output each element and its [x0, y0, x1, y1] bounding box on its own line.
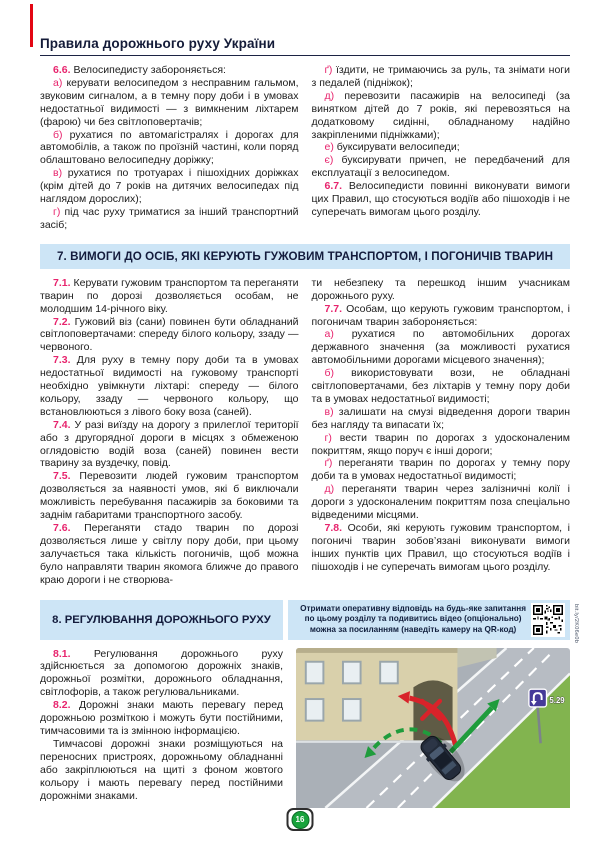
item-marker: в) [53, 167, 63, 180]
item-marker: б) [53, 128, 63, 141]
paragraph [312, 457, 571, 483]
item-text: Керувати гужовим транспортом та переганяти тварин по дорозі дозволяється особам, не молодшим 14-річного віку. [40, 276, 299, 315]
item-marker: 7.6. [53, 522, 71, 534]
column-left [40, 648, 283, 813]
paragraph [40, 129, 299, 168]
item-marker: 7.4. [53, 418, 71, 431]
item-text: Перевозити людей гужовим транспортом дозволяється за наявності умов, які б виключали можливість перебування пасажирів за боковими та заднім габаритами транспортного засобу. [40, 470, 299, 522]
paragraph [312, 180, 571, 219]
paragraph [40, 167, 299, 206]
item-marker: 7.1. [53, 276, 71, 289]
paragraph [312, 277, 571, 303]
item-marker: 7.7. [324, 302, 343, 315]
page-number-badge [287, 808, 314, 831]
paragraph [312, 64, 571, 90]
item-marker: г) [53, 205, 61, 218]
item-marker: 7.3. [53, 354, 71, 367]
column-right [312, 64, 571, 232]
paragraph [312, 141, 571, 154]
qr-code-icon [533, 605, 563, 635]
item-marker: д) [324, 483, 335, 496]
sign-number-label: 5.29 [549, 695, 565, 705]
item-marker: 7.8. [324, 522, 343, 534]
paragraph [312, 522, 571, 574]
item-text: Дорожні знаки мають перевагу перед дорожньою розміткою і можуть бути постійними, тимчасовими та із змінною інформацією. [40, 699, 283, 737]
item-text: рухатися по автомагістралях і дорогах для автомобілів, а також по проїзній частині, коли поряд облаштовано велосипедну доріжку; [40, 128, 299, 167]
item-text: їздити, не тримаючись за руль, та знімати ноги з педалей (підніжок); [311, 64, 570, 89]
item-text: Велосипедисту забороняється: [73, 64, 226, 76]
item-marker: 7.5. [53, 470, 71, 483]
item-text: Тимчасові дорожні знаки розміщуються на переносних пристроях, дорожньому обладнанні або закріплюються на щиті з фоном жовтого кольору і мають перевагу перед постійними дорожніми знаками. [40, 737, 283, 802]
item-text: використовувати вози, не обладнані світлоповертачами, без ліхтарів у темну пору доби та в умовах недостатньої видимості; [311, 367, 570, 405]
section8-header-row [40, 600, 579, 643]
paragraph [40, 64, 299, 77]
item-marker: 8.1. [53, 647, 71, 660]
item-text: Регулювання дорожнього руху здійснюється за допомогою дорожніх знаків, дорожньої розмітки, дорожнього обладнання, світлофорів, а також регулювальниками. [40, 647, 283, 699]
item-marker: а) [324, 328, 334, 341]
item-text: Для руху в темну пору доби та в умовах недостатньої видимості на гужовому транспорті необхідно увімкнути ліхтарі: спереду — білого кольору, ззаду — червоного кольору, що встановлюються з лівого боку воза (саней). [40, 354, 299, 418]
item-text: Переганяти стадо тварин по дорозі дозволяється лише у світлу пору доби, при цьому залучається така кількість погоничів, щоб можна було направляти тварин якомога ближче до правого краю дороги і не створюва- [40, 522, 299, 586]
item-marker: г) [324, 431, 332, 444]
item-text: рухатися по тротуарах і пішохідних доріжках (крім дітей до 7 років на дитячих велосипедах під наглядом дорослих); [40, 167, 299, 206]
item-text: Велосипедисти повинні виконувати вимоги цих Правил, що стосуються водіїв або пішоходів і не суперечать вимогам цього розділу. [311, 180, 570, 218]
item-marker: є) [324, 154, 334, 167]
item-text: перевозити пасажирів на велосипеді (за винятком дітей до 7 років, які перевозяться на додатковому сидінні, обладнаному надійно закріпленими підніжками); [311, 89, 571, 141]
paragraph [40, 206, 299, 232]
item-text: переганяти тварин по дорогах у темну пору доби та в умовах недостатньої видимості; [311, 457, 570, 483]
item-text: Гужовий віз (сани) повинен бути обладнаний світлоповертачами: спереду білого кольору, ззаду — червоного. [40, 315, 299, 354]
paragraph [40, 354, 299, 419]
section8-header: 8. РЕГУЛЮВАННЯ ДОРОЖНЬОГО РУХУ [40, 600, 283, 640]
qr-note-text [300, 604, 526, 636]
item-text: залишати на смузі відведення дороги тварин без нагляду та випасати їх; [311, 405, 571, 431]
column-left [40, 277, 299, 587]
section8-columns [40, 648, 570, 813]
paragraph [40, 522, 299, 587]
paragraph [312, 154, 571, 180]
item-marker: д) [324, 89, 335, 102]
paragraph [312, 483, 571, 522]
item-text: У разі виїзду на дорогу з прилеглої території або з другорядної дороги в місцях з обмеженою оглядовістю водій воза (саней) повинен вести тварину за вуздечку, повід. [40, 418, 299, 470]
paragraph [312, 367, 571, 406]
item-marker: 6.7. [324, 180, 343, 193]
uturn-sign-icon [529, 689, 547, 707]
road-scene-svg [296, 648, 570, 808]
paragraph [312, 432, 571, 458]
column-right [296, 648, 570, 813]
qr-note-line: Отримати оперативну відповідь на будь-яке запитання [300, 603, 526, 613]
page-title: Правила дорожнього руху України [40, 36, 570, 56]
item-text: вести тварин по дорогах з удосконаленим покриттям, якщо поруч є інші дороги; [311, 431, 570, 457]
item-marker: б) [324, 367, 335, 380]
item-marker: е) [324, 141, 334, 154]
qr-note-line: по цьому розділу та подивитись відео (опціонально) [304, 614, 522, 624]
item-text: під час руху триматися за інший транспортний засіб; [40, 205, 299, 231]
item-marker: ґ) [324, 457, 333, 470]
qr-note-line: можна за посиланням (наведіть камеру на QR-код) [309, 624, 517, 634]
section6-columns [40, 64, 570, 232]
paragraph [40, 277, 299, 316]
column-right [312, 277, 571, 587]
item-text: переганяти тварин через залізничні колії і дороги з удосконаленим покриттям поза спеціально відведеними місцями. [311, 483, 570, 522]
section7-columns [40, 277, 570, 587]
item-marker: 8.2. [53, 699, 71, 712]
item-marker: ґ) [324, 64, 333, 76]
paragraph [40, 738, 283, 803]
item-marker: а) [53, 76, 63, 89]
paragraph [312, 406, 571, 432]
qr-code [531, 603, 565, 637]
item-marker: в) [324, 405, 334, 418]
paragraph [312, 303, 571, 329]
paragraph [40, 648, 283, 700]
qr-link-caption: bit.ly/2K06e0b [573, 603, 579, 643]
page-number: 16 [291, 811, 309, 829]
paragraph [40, 316, 299, 355]
section7-header: 7. ВИМОГИ ДО ОСІБ, ЯКІ КЕРУЮТЬ ГУЖОВИМ ТРАНСПОРТОМ, І ПОГОНИЧІВ ТВАРИН [40, 244, 570, 269]
item-text: буксирувати велосипеди; [336, 141, 460, 154]
column-left [40, 64, 299, 232]
paragraph [40, 470, 299, 522]
item-text: буксирувати причеп, не передбачений для експлуатації з велосипедом. [311, 154, 570, 180]
item-text: керувати велосипедом з несправним гальмом, звуковим сигналом, а в темну пору доби і в умовах недостатньої видимості — з вимкненим ліхтарем (фарою) чи без світлоповертачів; [40, 76, 299, 128]
paragraph [40, 419, 299, 471]
item-marker: 7.2. [53, 315, 71, 328]
road-scene-illustration [296, 648, 570, 813]
paragraph [40, 699, 283, 738]
item-text: рухатися по автомобільних дорогах державного значення (за можливості рухатися автомобільними дорогами місцевого значення); [311, 328, 570, 367]
item-marker: 6.6. [53, 64, 71, 76]
paragraph [312, 90, 571, 142]
item-text: ти небезпеку та перешкод іншим учасникам дорожнього руху. [311, 276, 570, 302]
item-text: Особи, які керують гужовим транспортом, і погоничі тварин зобов’язані виконувати вимоги інших пунктів цих Правил, що стосуються водіїв і пішоходів і не суперечать вимогам цього розділу. [311, 522, 570, 573]
red-registration-mark [30, 4, 33, 47]
qr-note-box [288, 600, 570, 640]
paragraph [312, 328, 571, 367]
item-text: Особам, що керують гужовим транспортом, і погоничам тварин забороняється: [311, 302, 570, 328]
paragraph [40, 77, 299, 129]
